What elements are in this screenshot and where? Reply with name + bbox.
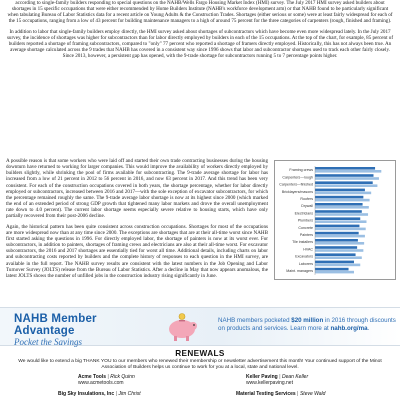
chart-bar <box>315 261 354 264</box>
chart-category-label: Painters <box>299 233 313 237</box>
renewal-item <box>78 374 135 386</box>
chart-bar <box>315 239 358 242</box>
renewal-company: Acme Tools <box>78 373 106 380</box>
member-advantage-link[interactable]: nahb.org/ma <box>330 324 368 332</box>
renewal-item <box>246 374 308 386</box>
chart-bar <box>315 242 364 245</box>
renewal-separator: | <box>107 373 109 380</box>
renewal-company: Material Testing Services <box>236 390 296 397</box>
chart-category-label: Carpenters—rough <box>282 175 313 180</box>
chart-category-label: Concrete <box>298 225 313 230</box>
chart-bar <box>315 264 360 267</box>
renewal-person: Steve Wald <box>299 390 326 397</box>
renewal-url[interactable]: www.kellerpaving.net <box>246 379 293 386</box>
renewal-person: Dean Keller <box>282 373 309 380</box>
chart-bar <box>315 206 369 209</box>
chart-bar <box>315 220 366 223</box>
chart-category-label: Laborers <box>298 261 313 266</box>
chart-bar <box>315 228 366 231</box>
piggy-bank-icon <box>162 313 202 343</box>
chart-bar <box>315 210 362 213</box>
chart-bar <box>315 246 357 249</box>
chart-category-label: Tile installers <box>292 240 313 245</box>
savings-amount: $20 million <box>291 317 324 324</box>
chart-bar <box>315 177 379 180</box>
chart-category-label: Maint. managers <box>286 269 313 273</box>
logo-main-text: NAHB Member <box>14 313 97 325</box>
chart-bar <box>315 213 368 216</box>
renewals-list <box>6 374 394 400</box>
chart-bar <box>315 196 363 199</box>
chart-bar <box>315 184 377 187</box>
chart-category-label: Drywall <box>301 204 313 209</box>
article-paragraph-3: A possible reason is that some workers who were laid off and started their own trade contracting businesses during the housing downturn have returned to working for larger companies. This would improve the availability of workers directly employed by builders slightly, while shrinking the pool of firms available for subcontracting. The 9-trade average shortage for labor has increased from a low of 21 percent in 2012 to 56 percent in 2016, and now 63 percent in 2017. And this trend has been very consistent. For each of the construction occupations covered in both years, the shortage percentage, whether for labor directly employed or subcontractors, increased between 2016 and 2017—with the sole exception of excavator subcontractors, for which the percentage remained roughly the same. The 9-trade average labor shortage is now at its highest since 2000 (which marked the end of an extended period of strong GDP growth that tightened many labor markets and drove the overall unemployment rate down to 4.0 percent). The current labor shortage seems especially severe relative to housing starts, which have only partially recovered from their post-2006 decline. <box>6 158 268 220</box>
renewals-section <box>0 347 400 400</box>
chart-bar <box>315 217 360 220</box>
member-savings-text <box>218 317 396 332</box>
renewal-url[interactable]: www.acmetools.com <box>78 379 124 386</box>
logo-second-text: Advantage <box>14 325 75 337</box>
chart-bar <box>315 235 365 238</box>
chart-bar <box>315 268 349 271</box>
banner-text-end: . <box>367 324 370 332</box>
article-paragraph-1: according to single-family builders responding to special questions on the NAHB/Wells Fargo Housing Market Index (HMI) survey. The July 2017 HMI survey asked builders about shortages in 15 specific occupations that were either recommended by Home Builders Institute (NAHB's workforce development arm) or that NAHB found to be particularly significant when tabulating Bureau of Labor Statistics data for a recent article on Young Adults & the Construction Trades. Shortages (either serious or some) were at least fairly widespread for each of the 15 occupations, ranging from a low of 43 percent for building maintenance managers to a high of around 75 percent for the three categories of carpenters (rough, finished and framing). <box>7 0 393 25</box>
chart-bar <box>315 232 359 235</box>
banner-text-pre: NAHB members pocketed <box>218 317 292 324</box>
chart-bar <box>315 225 359 228</box>
renewal-separator: | <box>115 390 117 397</box>
member-advantage-banner[interactable] <box>0 307 400 346</box>
shortage-chart <box>274 160 396 280</box>
chart-bar <box>315 181 373 184</box>
chart-category-label: Electricians <box>294 211 313 216</box>
chart-category-label: Roofers <box>300 197 313 201</box>
chart-bar <box>315 167 375 170</box>
logo-tagline: Pocket the Savings <box>14 337 82 347</box>
renewal-person: Jim Christ <box>118 390 141 397</box>
renewal-person: Rick Quinn <box>110 373 135 380</box>
renewals-intro: We would like to extend a big THANK YOU to our members who renewed their membership or newsletter advertisement this month! Your continued support of the Minot Association of Builders helps us continue to work for you at a local, state and national level. <box>18 359 382 370</box>
chart-bar <box>315 189 365 192</box>
renewal-item <box>236 391 325 397</box>
chart-category-label: Excavators <box>295 254 313 259</box>
chart-category-label: Bricklayers/masons <box>281 189 313 194</box>
chart-bar <box>315 192 371 195</box>
article-paragraph-4: Again, the historical pattern has been quite consistent across construction occupations. Shortages for most of the occupations are more widespread now than at any time since 2000. The exceptions are shortages that are at their all-time worst since NAHB first started asking the questions in 1996. For directly employed labor, the shortage of painters is now at its worst ever. For subcontractors, in addition to painters, shortages of framing crews and electricians are also at their all-time worst. For excavator subcontractors, the 2016 and 2017 shortages are essentially tied for worst all time. Additional details, including charts on labor and subcontracting costs reported by builders and the complete history of responses to each question in the HMI survey, are available in the full report. The NAHB survey results are consistent with the latest numbers in the Job Opening and Labor Turnover Survey (JOLTS) release from the Bureau of Labor Statistics. After a decline in May that now appears anomalous, the latest JOLTS shows the number of unfilled jobs in the construction industry rising significantly in June. <box>6 223 268 279</box>
chart-category-label: Plumbers <box>297 218 313 223</box>
renewals-title: RENEWALS <box>175 349 225 358</box>
article-lower-text <box>6 158 268 279</box>
chart-category-label: Framing crews <box>289 168 313 173</box>
chart-category-label: HVAC <box>303 247 313 252</box>
chart-bar <box>315 199 370 202</box>
chart-bar <box>315 203 363 206</box>
renewal-separator: | <box>297 390 299 397</box>
chart-bar <box>315 253 356 256</box>
chart-bar <box>315 271 354 274</box>
renewal-separator: | <box>279 373 281 380</box>
member-advantage-logo <box>14 313 164 347</box>
banner-text-mid: in 2016 through discounts on products and services. Learn more at <box>218 317 396 332</box>
renewal-item <box>58 391 141 397</box>
chart-bar <box>315 170 381 173</box>
renewal-company: Keller Paving <box>246 373 278 380</box>
article-lower-section <box>6 158 394 279</box>
renewal-company: Big Sky Insulations, Inc <box>58 390 115 397</box>
chart-bar <box>315 174 374 177</box>
chart-bar <box>315 249 363 252</box>
chart-category-label: Carpenters—finished <box>279 182 313 187</box>
article-paragraph-2: In addition to labor that single-family builders employ directly, the HMI survey asked about shortages of subcontractors which have become even more widespread lately. In the July 2017 survey, the incidence of shortages was higher for subcontractors than for labor directly employed by builders in each of the 15 occupations. At the top of the chart, for example, 85 percent of builders reported a shortage of framing subcontractors, compared to "only" 77 percent who reported a shortage of framers directly employed. Historically, this has not always been true. An average shortage calculated across the 9 trades that NAHB has covered in a consistent way since 1996 shows that labor and subcontractor shortages used to track each other fairly closely. Since 2013, however, a persistent gap has opened, with the 9-trade shortage for subcontractors running 5 to 7 percentage points higher. <box>6 28 394 60</box>
shortage-chart-svg <box>275 161 397 279</box>
chart-bar <box>315 256 362 259</box>
